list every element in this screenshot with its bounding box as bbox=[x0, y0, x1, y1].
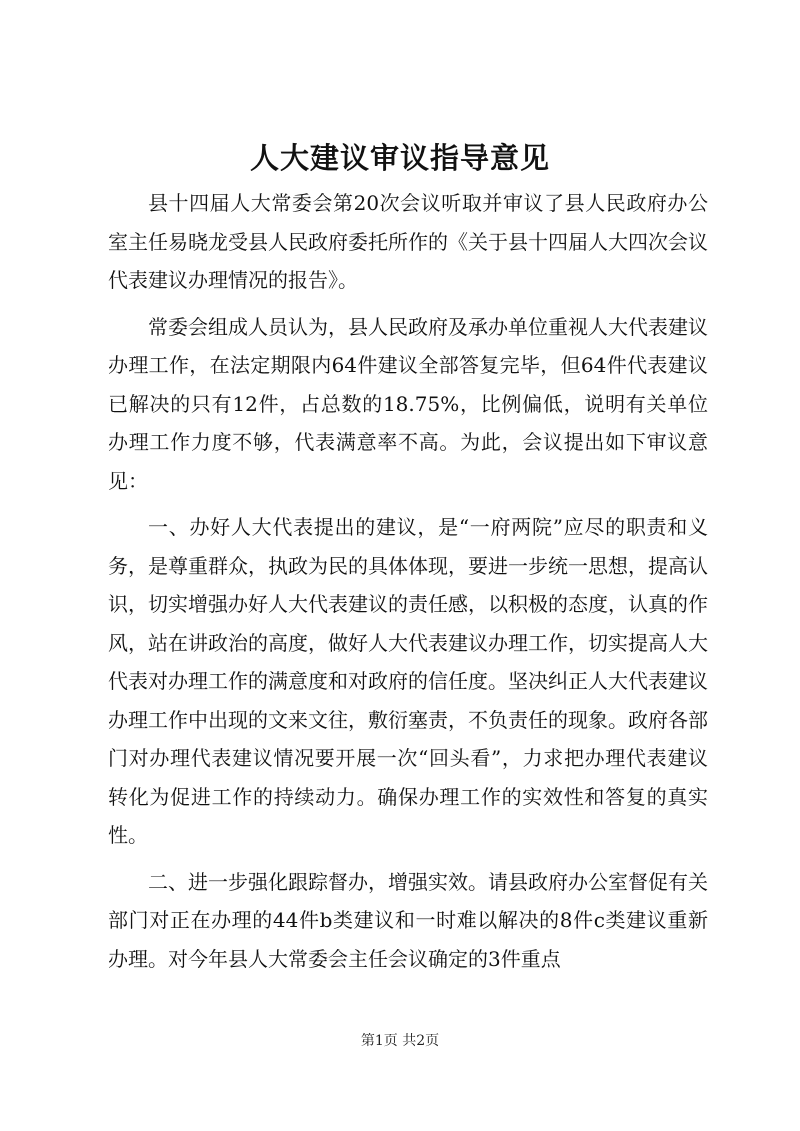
document-title: 人大建议审议指导意见 bbox=[249, 141, 550, 175]
paragraph-item-one: 一、办好人大代表提出的建议，是“一府两院”应尽的职责和义务，是尊重群众，执政为民的具体体现，要进一步统一思想，提高认识，切实增强办好人大代表建议的责任感，以积极的态度，认真的作风，站在讲政治的高度，做好人大代表建议办理工作，切实提高人大代表对办理工作的满意度和对政府的信任度。坚决纠正人大代表建议办理工作中出现的文来文往，敷衍塞责，不负责任的现象。政府各部门对办理代表建议情况要开展一次“回头看”，力求把办理代表建议转化为促进工作的持续动力。确保办理工作的实效性和答复的真实性。 bbox=[108, 515, 708, 847]
paragraph-item-two: 二、进一步强化跟踪督办，增强实效。请县政府办公室督促有关部门对正在办理的44件b类建议和一时难以解决的8件c类建议重新办理。对今年县人大常委会主任会议确定的3件重点 bbox=[108, 869, 708, 971]
paragraph-intro: 县十四届人大常委会第20次会议听取并审议了县人民政府办公室主任易晓龙受县人民政府委托所作的《关于县十四届人大四次会议代表建议办理情况的报告》。 bbox=[108, 191, 708, 292]
paragraph-committee-opinion: 常委会组成人员认为，县人民政府及承办单位重视人大代表建议办理工作，在法定期限内64件建议全部答复完毕，但64件代表建议已解决的只有12件，占总数的18.75%，比例偏低，说明有关单位办理工作力度不够，代表满意率不高。为此，会议提出如下审议意见： bbox=[108, 314, 708, 493]
page-number-footer: 第1页 共2页 bbox=[360, 1033, 440, 1049]
document-body bbox=[108, 184, 708, 978]
